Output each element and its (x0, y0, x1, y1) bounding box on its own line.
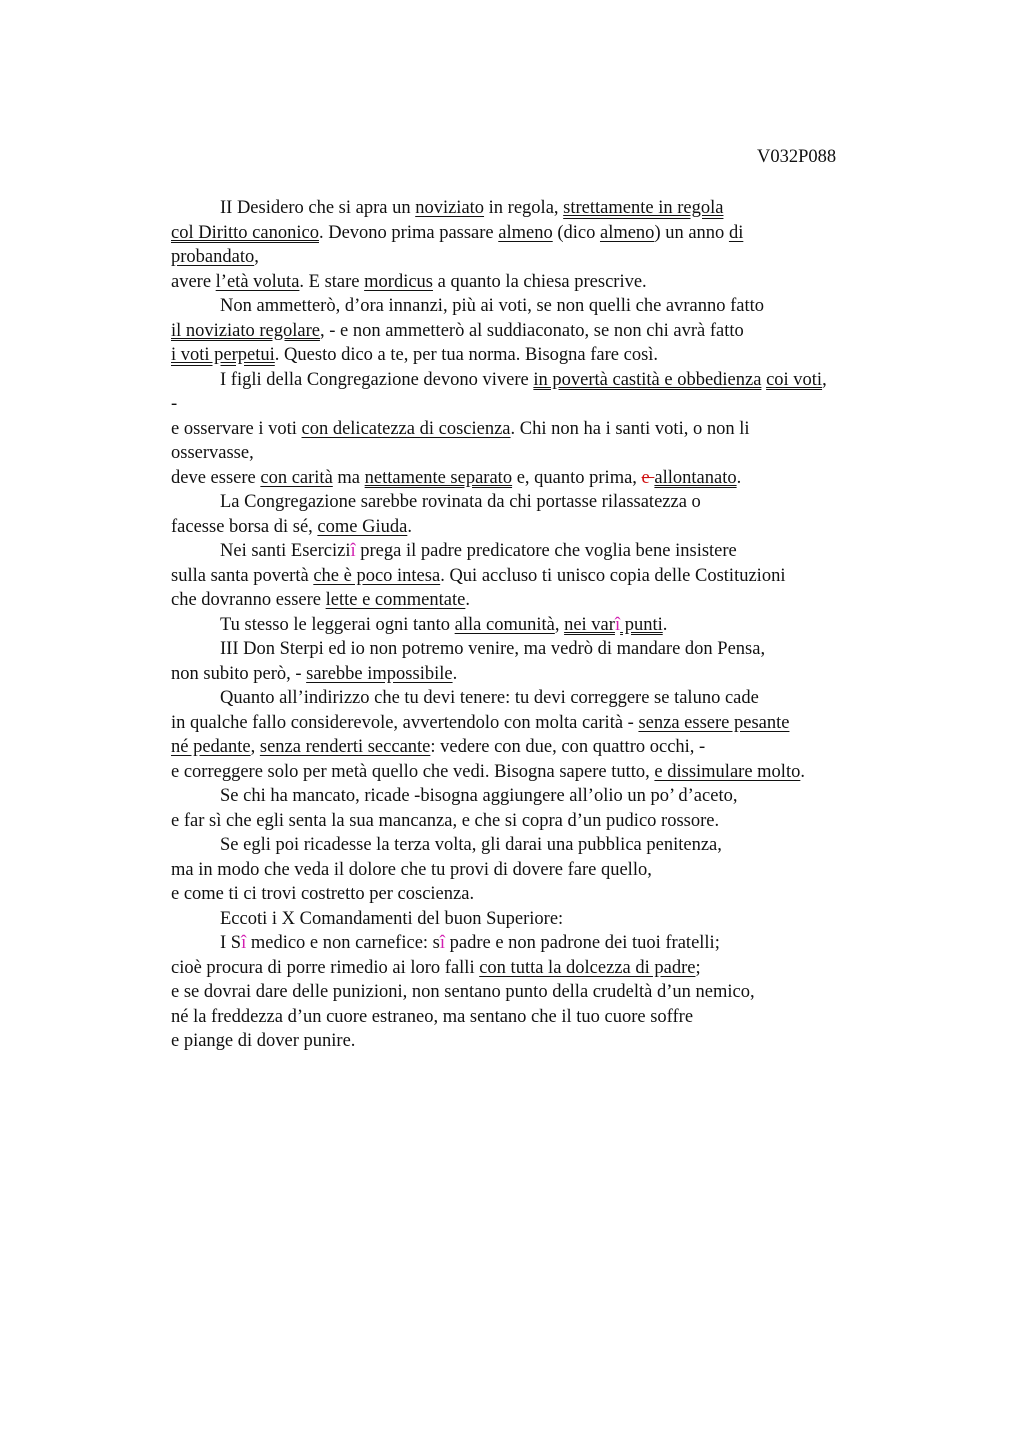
text-segment: Se chi ha mancato, ricade -bisogna aggiungere all’olio un po’ d’aceto, (220, 786, 738, 806)
underlined-text: con carità (260, 467, 333, 488)
text-line (171, 466, 911, 491)
text-line (171, 956, 911, 981)
text-line (171, 662, 911, 687)
highlighted-character: î (241, 933, 247, 953)
text-line (171, 809, 911, 834)
text-segment: ) un anno (654, 222, 729, 243)
text-segment: . (452, 663, 458, 684)
text-segment: Non ammetterò, d’ora innanzi, più ai voti, se non quelli che avranno fatto (220, 296, 765, 316)
underlined-text: lette e commentate (325, 590, 466, 610)
text-segment: II Desidero che si apra un (220, 198, 416, 218)
underlined-text: come Giuda (317, 516, 408, 537)
text-segment: , (254, 247, 259, 267)
text-segment: Tu stesso le leggerai ogni tanto (220, 614, 455, 635)
underlined-text: di (728, 222, 744, 243)
double-underlined-text: punti (620, 614, 663, 635)
text-segment: . Qui accluso ti unisco copia delle Costituzioni (440, 565, 786, 586)
text-segment: ; (695, 957, 701, 978)
text-segment: né la freddezza d’un cuore estraneo, ma sentano che il tuo cuore soffre (171, 1006, 694, 1027)
text-line (171, 441, 911, 466)
double-underlined-text: nettamente separato (364, 467, 513, 488)
text-segment: Eccoti i X Comandamenti del buon Superiore: (220, 908, 564, 929)
text-line (171, 735, 911, 760)
text-segment: , (250, 737, 260, 757)
underlined-text: probandato (171, 247, 255, 267)
text-segment: : vedere con due, con quattro occhi, - (430, 737, 706, 757)
text-line (171, 588, 911, 613)
underlined-text: con tutta la dolcezza di padre (479, 957, 696, 978)
text-line (171, 343, 911, 368)
double-underlined-text: allontanato (654, 467, 737, 488)
text-segment: e, quanto prima, (512, 467, 642, 488)
underlined-text: che è poco intesa (313, 565, 441, 586)
text-segment: Quanto all’indirizzo che tu devi tenere: tu devi correggere se taluno cade (220, 688, 759, 708)
double-underlined-text: in povertà castità e obbedienza (533, 369, 762, 390)
text-segment: Nei santi Esercizi (220, 541, 351, 561)
underlined-text: sarebbe impossibile (306, 663, 453, 684)
text-segment: e se dovrai dare delle punizioni, non sentano punto della crudeltà d’un nemico, (171, 982, 755, 1002)
text-line (171, 907, 911, 932)
text-segment: I S (220, 933, 242, 953)
text-segment: . (736, 467, 742, 488)
text-segment: . (465, 590, 470, 610)
highlighted-character: î (614, 614, 621, 635)
text-segment: e come ti ci trovi costretto per coscienza. (171, 884, 475, 904)
text-segment: I figli della Congregazione devono vivere (220, 369, 534, 390)
text-segment: , - e non ammetterò al suddiaconato, se non chi avrà fatto (319, 320, 744, 341)
text-segment: . E stare (299, 271, 365, 292)
text-segment: che dovranno essere (171, 590, 326, 610)
text-segment: - (171, 394, 178, 414)
text-line (171, 515, 911, 540)
text-segment: padre e non padrone dei tuoi fratelli; (445, 933, 720, 953)
text-segment: osservasse, (171, 443, 254, 463)
text-line (171, 882, 911, 907)
text-segment: facesse borsa di sé, (171, 516, 318, 537)
text-segment: , (822, 369, 827, 390)
double-underlined-text: il noviziato regolare (171, 320, 320, 341)
text-segment: e far sì che egli senta la sua mancanza, e che si copra d’un pudico rossore. (171, 810, 720, 831)
text-line (171, 637, 911, 662)
text-segment: III Don Sterpi ed io non potremo venire, ma vedrò di mandare don Pensa, (220, 639, 766, 659)
underlined-text: mordicus (364, 271, 433, 292)
text-line (171, 221, 911, 246)
text-segment: medico e non carnefice: s (246, 933, 440, 953)
text-segment: , (554, 614, 565, 635)
double-underlined-text: i voti perpetui (171, 345, 275, 365)
text-line (171, 1029, 911, 1054)
text-line (171, 686, 911, 711)
text-line (171, 931, 911, 956)
text-segment: e correggere solo per metà quello che vedi. Bisogna sapere tutto, (171, 761, 655, 782)
text-line (171, 294, 911, 319)
text-segment: ma (332, 467, 365, 488)
text-segment: prega il padre predicatore che voglia bene insistere (355, 541, 737, 561)
text-line (171, 858, 911, 883)
text-segment: deve essere (171, 467, 261, 488)
page-identifier: V032P088 (757, 147, 837, 167)
text-segment: . (800, 761, 805, 782)
text-segment: cioè procura di porre rimedio ai loro falli (171, 957, 480, 978)
text-line (171, 1005, 911, 1030)
text-segment: Se egli poi ricadesse la terza volta, gli darai una pubblica penitenza, (220, 835, 722, 855)
text-line (171, 245, 911, 270)
text-line (171, 564, 911, 589)
underlined-text: almeno (498, 222, 553, 243)
text-segment: in qualche fallo considerevole, avvertendolo con molta carità - (171, 712, 639, 733)
text-segment: La Congregazione sarebbe rovinata da chi portasse rilassatezza o (220, 492, 701, 512)
text-segment: e osservare i voti (171, 418, 302, 439)
text-segment: a quanto la chiesa prescrive. (433, 271, 647, 292)
underlined-text: né pedante (171, 737, 251, 757)
text-line (171, 980, 911, 1005)
text-line (171, 270, 911, 295)
text-segment: non subito però, - (171, 663, 307, 684)
underlined-text: almeno (599, 222, 655, 243)
underlined-text: l’età voluta (215, 271, 300, 292)
struck-through-text: e (641, 467, 655, 488)
text-line (171, 196, 911, 221)
text-segment: ma in modo che veda il dolore che tu provi di dovere fare quello, (171, 859, 652, 880)
text-segment: . (662, 614, 668, 635)
double-underlined-text: nei var (564, 614, 615, 635)
text-line (171, 417, 911, 442)
text-line (171, 319, 911, 344)
text-segment: . Devono prima passare (318, 222, 499, 243)
text-segment: . Questo dico a te, per tua norma. Bisogna fare così. (274, 345, 659, 365)
text-line (171, 613, 911, 638)
text-segment: in regola, (484, 198, 564, 218)
text-segment: . Chi non ha i santi voti, o non li (510, 418, 750, 439)
underlined-text: senza essere pesante (638, 712, 790, 733)
text-line (171, 711, 911, 736)
text-segment: e piange di dover punire. (171, 1031, 356, 1051)
text-segment: avere (171, 271, 216, 292)
double-underlined-text: col Diritto canonico (171, 222, 319, 243)
text-line (171, 539, 911, 564)
underlined-text: senza renderti seccante (259, 737, 431, 757)
highlighted-character: î (350, 541, 356, 561)
text-line (171, 490, 911, 515)
double-underlined-text: coi voti (766, 369, 823, 390)
text-segment: . (407, 516, 412, 537)
underlined-text: e dissimulare molto (654, 761, 801, 782)
underlined-text: noviziato (415, 198, 485, 218)
text-line (171, 833, 911, 858)
letter-body (171, 196, 911, 1054)
text-segment: (dico (552, 222, 600, 243)
text-line (171, 392, 911, 417)
text-line (171, 760, 911, 785)
highlighted-character: î (439, 933, 446, 953)
text-segment: sulla santa povertà (171, 565, 314, 586)
underlined-text: alla comunità (454, 614, 555, 635)
double-underlined-text: strettamente in regola (563, 198, 724, 218)
text-line (171, 368, 911, 393)
underlined-text: con delicatezza di coscienza (301, 418, 511, 439)
text-line (171, 784, 911, 809)
